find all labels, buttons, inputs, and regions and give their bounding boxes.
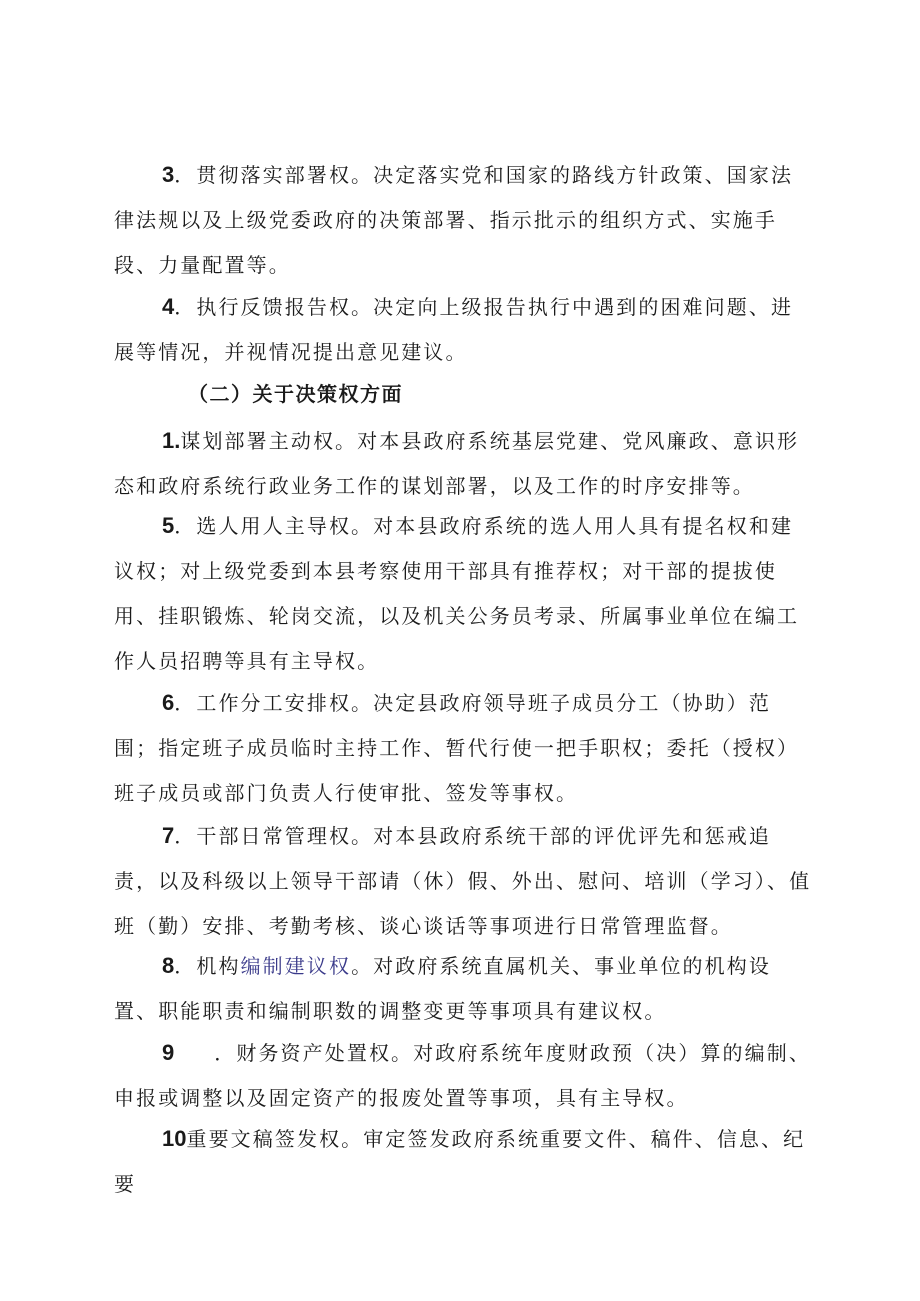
paragraph-text: 谋划部署主动权。对本县政府系统基层党建、党风廉政、意识形态和政府系统行政业务工作的谋划部署，以及工作的时序安排等。	[114, 429, 800, 498]
item-number: 4	[162, 294, 175, 319]
item-number: 3	[162, 162, 175, 187]
paragraph-text: ．贯彻落实部署权。决定落实党和国家的路线方针政策、国家法律法规以及上级党委政府的决策部署、指示批示的组织方式、实施手段、力量配置等。	[114, 163, 794, 277]
item-number: 8	[162, 953, 175, 978]
paragraph-text: 。对政府系统直属机关、事业单位的机构设置、职能职责和编制职数的调整变更等事项具有建议权。	[114, 954, 771, 1023]
paragraph-6	[114, 680, 814, 816]
highlighted-text: 编制建议权	[240, 954, 352, 978]
paragraph-4	[114, 284, 814, 375]
item-number: 5	[162, 513, 175, 538]
item-number: 1.	[162, 428, 181, 453]
paragraph-text: ．干部日常管理权。对本县政府系统干部的评优评先和惩戒追责，以及科级以上领导干部请（休）假、外出、慰问、培训（学习）、值班（勤）安排、考勤考核、谈心谈话等事项进行日常管理监督。	[114, 824, 812, 938]
item-number: 9	[162, 1040, 175, 1065]
paragraph-9	[114, 1030, 814, 1121]
item-number: 10	[162, 1126, 187, 1151]
paragraph-1	[114, 418, 814, 509]
item-number: 7	[162, 823, 175, 848]
paragraph-text: ．工作分工安排权。决定县政府领导班子成员分工（协助）范围；指定班子成员临时主持工作、暂代行使一把手职权；委托（授权）班子成员或部门负责人行使审批、签发等事权。	[114, 691, 800, 805]
paragraph-text: ．财务资产处置权。对政府系统年度财政预（决）算的编制、申报或调整以及固定资产的报废处置等事项，具有主导权。	[114, 1041, 811, 1110]
paragraph-text: 重要文稿签发权。审定签发政府系统重要文件、稿件、信息、纪要	[114, 1127, 806, 1196]
paragraph-3	[114, 152, 814, 288]
paragraph-10	[114, 1116, 814, 1207]
paragraph-text: ．执行反馈报告权。决定向上级报告执行中遇到的困难问题、进展等情况，并视情况提出意见建议。	[114, 295, 794, 364]
paragraph-5	[114, 503, 814, 684]
paragraph-text: ．机构	[174, 954, 241, 978]
item-number: 6	[162, 690, 175, 715]
section-heading: （二）关于决策权方面	[188, 382, 403, 406]
paragraph-text: ．选人用人主导权。对本县政府系统的选人用人具有提名权和建议权；对上级党委到本县考察使用干部具有推荐权；对干部的提拔使用、挂职锻炼、轮岗交流，以及机关公务员考录、所属事业单位在编工作人员招聘等具有主导权。	[114, 514, 800, 673]
paragraph-7	[114, 813, 814, 949]
paragraph-8	[114, 943, 814, 1034]
